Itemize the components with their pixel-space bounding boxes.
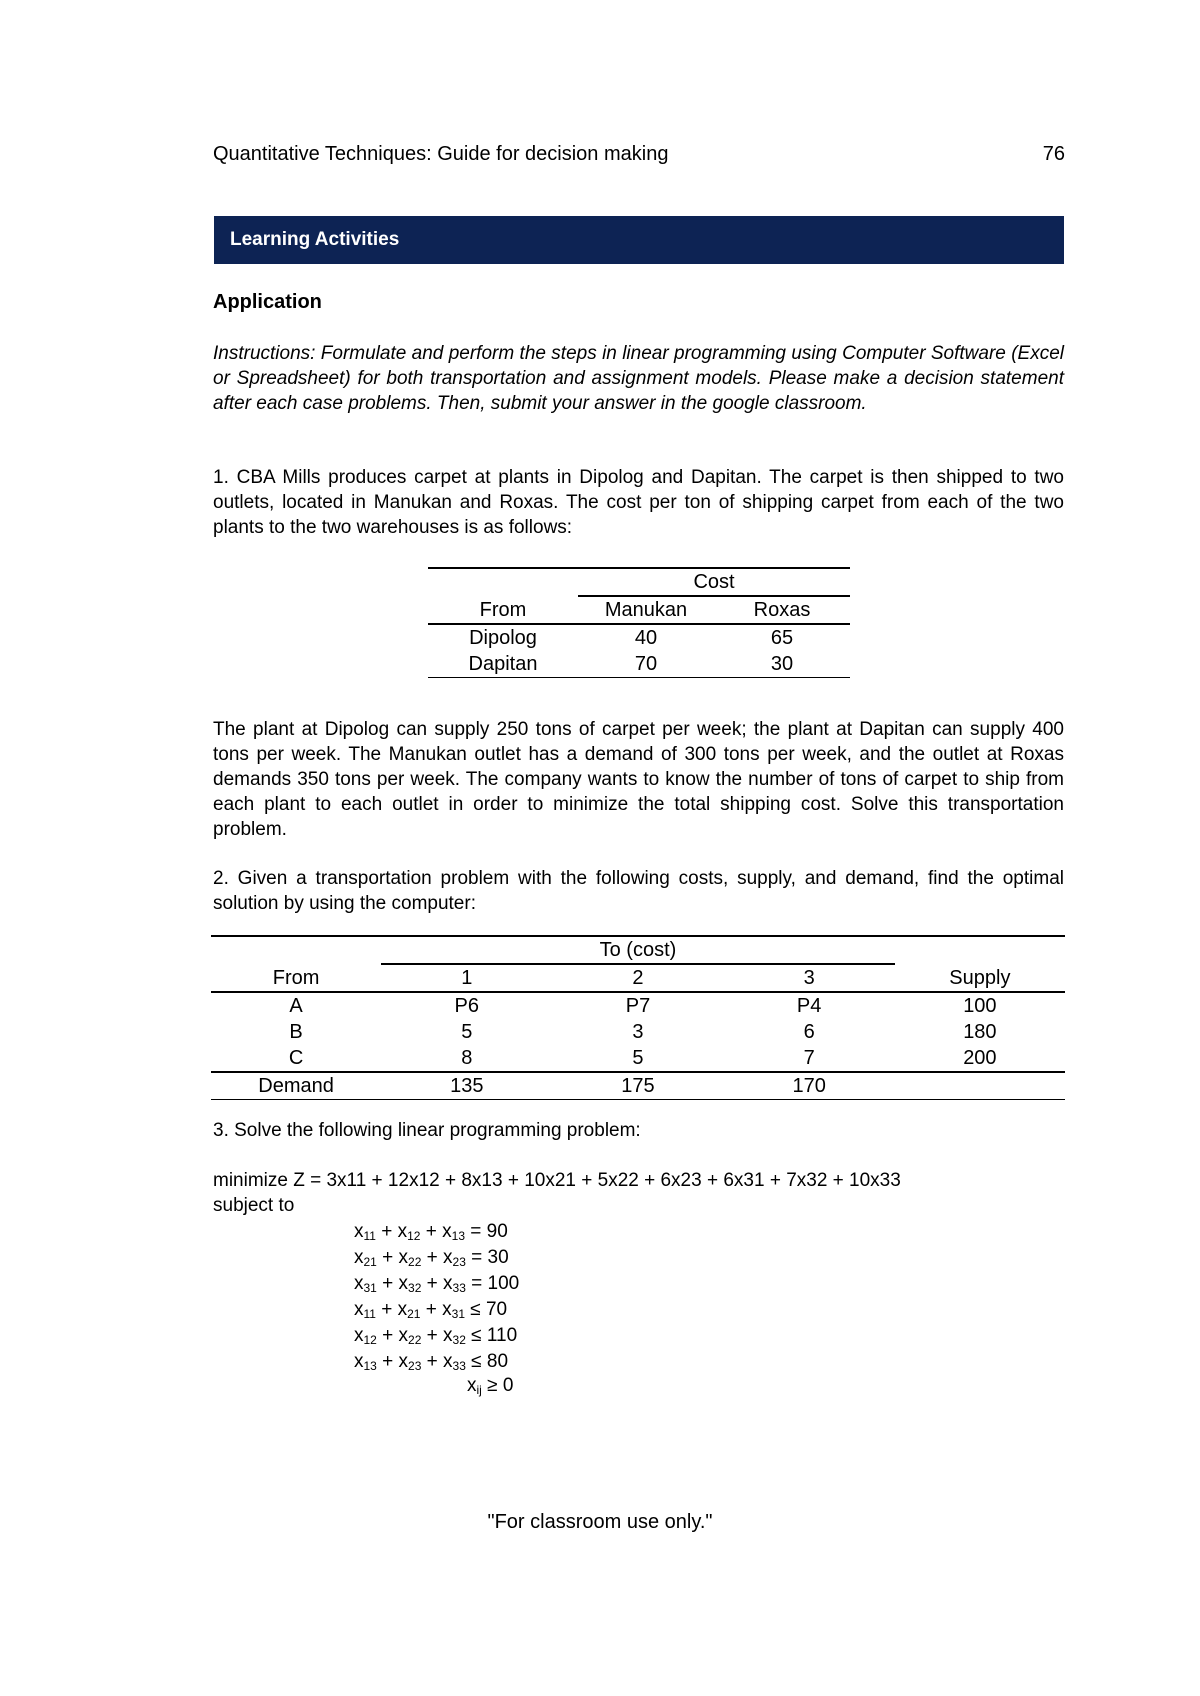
section-banner — [214, 216, 1064, 264]
problem3-subject-to: subject to — [213, 1195, 295, 1216]
problem1-cost-table — [428, 567, 850, 678]
instructions-text: Instructions: Formulate and perform the steps in linear programming using Computer Software (Excel or Spreadsheet) for both transportation and assignment models. Please make a decision statement after each case problems. Then, submit your answer in the google classroom. — [213, 343, 1064, 414]
constraint-row: $x_{21} + x_{22} + x_{23} = 30$ — [354, 1247, 509, 1269]
table-header-supply: Supply — [895, 964, 1065, 992]
constraint-row: $x_{11} + x_{21} + x_{31} \le 70$ — [354, 1299, 508, 1321]
table-cell: 135 — [381, 1072, 552, 1100]
section-heading: Application — [213, 291, 322, 313]
table-cell: 6 — [803, 1021, 815, 1043]
table-cell: Demand — [211, 1072, 381, 1100]
table-cell: 70 — [578, 651, 714, 678]
table-cell: P4 — [796, 995, 822, 1017]
table-cell: 170 — [724, 1072, 895, 1100]
table-cell: Dapitan — [428, 651, 578, 678]
table-header-col1: Manukan — [578, 596, 714, 624]
table-row — [211, 1019, 1065, 1045]
table-row — [428, 651, 850, 678]
table-header-col3: 3 — [724, 964, 895, 992]
table-cell: 5 — [552, 1045, 723, 1072]
table-header-col2: 2 — [552, 964, 723, 992]
running-header-title: Quantitative Techniques: Guide for decision making — [213, 143, 669, 165]
table-row-demand — [211, 1072, 1065, 1100]
problem2-transport-table — [211, 935, 1065, 1100]
table-cell: A — [289, 995, 303, 1017]
table-cell: 200 — [895, 1045, 1065, 1072]
table-cell — [428, 568, 578, 596]
table-cell: 30 — [714, 651, 850, 678]
page-number: 76 — [1042, 143, 1065, 165]
problem2-intro: 2. Given a transportation problem with the following costs, supply, and demand, find the optimal solution by using the computer: — [213, 868, 1064, 914]
problem3-intro: 3. Solve the following linear programming problem: — [213, 1120, 641, 1141]
table-cell: 40 — [634, 627, 658, 649]
table-row — [428, 624, 850, 651]
table-row — [211, 1045, 1065, 1072]
problem1-body: The plant at Dipolog can supply 250 tons of carpet per week; the plant at Dapitan can supply 400 tons per week. The Manukan outlet has a demand of 300 tons per week, and the outlet at Roxas demands 350 tons per week. The company wants to know the number of tons of carpet to ship from each plant to each outlet in order to minimize the total shipping cost. Solve this transportation problem. — [213, 719, 1064, 840]
constraint-row: $x_{31} + x_{32} + x_{33} = 100$ — [354, 1273, 520, 1295]
table-cell — [895, 1072, 1065, 1100]
banner-title: Learning Activities — [230, 229, 400, 250]
page-footer: "For classroom use only." — [487, 1511, 713, 1533]
table-cell: 7 — [724, 1045, 895, 1072]
table-cell: Dipolog — [469, 627, 537, 649]
table-cell: C — [211, 1045, 381, 1072]
constraint-list — [354, 1219, 519, 1375]
table-cell: 175 — [552, 1072, 723, 1100]
table-cell: 3 — [632, 1021, 644, 1043]
table-cell: 65 — [770, 627, 794, 649]
problem3-objective: minimize Z = 3x11 + 12x12 + 8x13 + 10x21 + 5x22 + 6x23 + 6x31 + 7x32 + 10x33 — [213, 1170, 901, 1191]
constraint-row: $x_{13} + x_{23} + x_{33} \le 80$ — [354, 1351, 509, 1373]
table-cell: 180 — [963, 1021, 997, 1043]
problem1-intro: 1. CBA Mills produces carpet at plants in Dipolog and Dapitan. The carpet is then shipped to two outlets, located in Manukan and Roxas. The cost per ton of shipping carpet from each of the two plants to the two warehouses is as follows: — [213, 467, 1064, 538]
table-cell: 5 — [461, 1021, 473, 1043]
table-cell: 100 — [963, 995, 997, 1017]
table-cell: P6 — [454, 995, 480, 1017]
constraint-row: $x_{11} + x_{12} + x_{13} = 90$ — [354, 1221, 508, 1243]
table-header-from: From — [428, 596, 578, 624]
table-group-header: To (cost) — [381, 936, 895, 964]
table-cell: P7 — [625, 995, 651, 1017]
table-row — [211, 992, 1065, 1019]
nonnegativity-constraint: $x_{ij} \ge 0$ — [467, 1375, 514, 1397]
table-group-header: Cost — [578, 568, 850, 596]
table-cell — [895, 936, 1065, 964]
constraint-row: $x_{12} + x_{22} + x_{32} \le 110$ — [354, 1325, 518, 1347]
table-cell: B — [289, 1021, 303, 1043]
table-header-from: From — [211, 964, 381, 992]
table-header-col2: Roxas — [714, 596, 850, 624]
table-cell: 8 — [381, 1045, 552, 1072]
table-header-col1: 1 — [381, 964, 552, 992]
table-cell — [211, 936, 381, 964]
